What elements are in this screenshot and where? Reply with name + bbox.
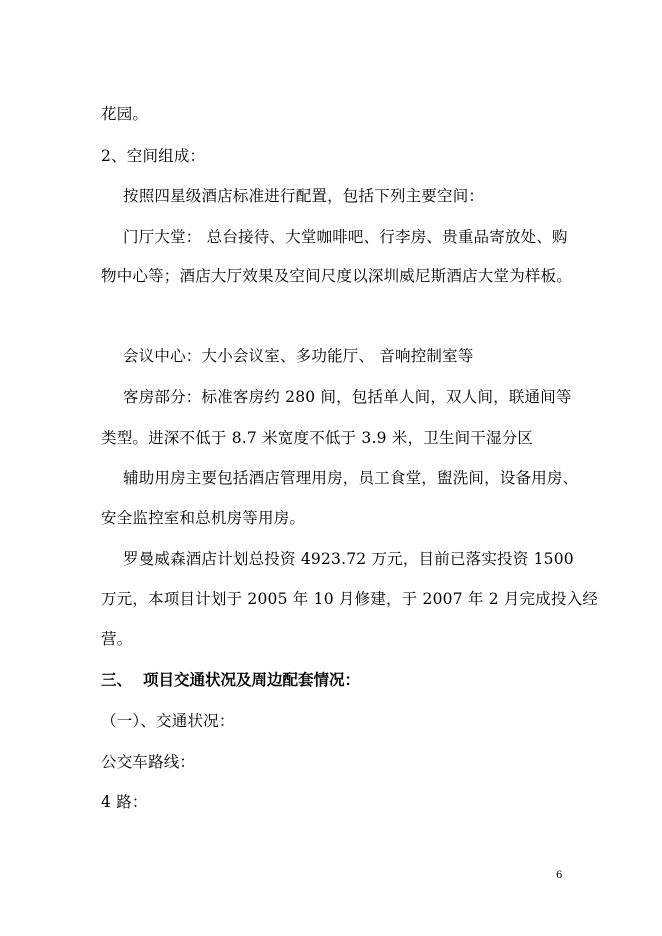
paragraph-line: 安全监控室和总机房等用房。 (101, 509, 306, 527)
paragraph-line: 花园。 (101, 105, 149, 123)
paragraph-line: 万元，本项目计划于 2005 年 10 月修建，于 2007 年 2 月完成投入经 (101, 590, 599, 608)
paragraph-line: 客房部分：标准客房约 280 间，包括单人间，双人间，联通间等 (123, 388, 572, 406)
paragraph-line: 门厅大堂： 总台接待、大堂咖啡吧、行李房、贵重品寄放处、购 (123, 228, 568, 246)
paragraph-line: 会议中心：大小会议室、多功能厅、 音响控制室等 (123, 347, 474, 365)
paragraph-line: 按照四星级酒店标准进行配置，包括下列主要空间： (123, 187, 485, 205)
subheading-space-composition: 2、空间组成： (101, 147, 206, 165)
subsection-heading: （一）、交通状况： (101, 712, 235, 730)
bus-routes-label: 公交车路线： (101, 753, 196, 771)
section-title: 项目交通状况及周边配套情况： (143, 670, 361, 689)
paragraph-line: 辅助用房主要包括酒店管理用房，员工食堂，盥洗间，设备用房、 (123, 469, 579, 487)
paragraph-line: 类型。进深不低于 8.7 米宽度不低于 3.9 米，卫生间干湿分区 (101, 429, 534, 447)
section-number: 三、 (101, 670, 133, 689)
section-heading (101, 670, 360, 690)
page-number: 6 (556, 870, 563, 881)
paragraph-line: 物中心等；酒店大厅效果及空间尺度以深圳威尼斯酒店大堂为样板。 (101, 267, 573, 285)
bus-route-item: 4 路： (101, 793, 148, 811)
paragraph-line: 营。 (101, 630, 133, 648)
paragraph-line: 罗曼威森酒店计划总投资 4923.72 万元，目前已落实投资 1500 (123, 550, 574, 568)
